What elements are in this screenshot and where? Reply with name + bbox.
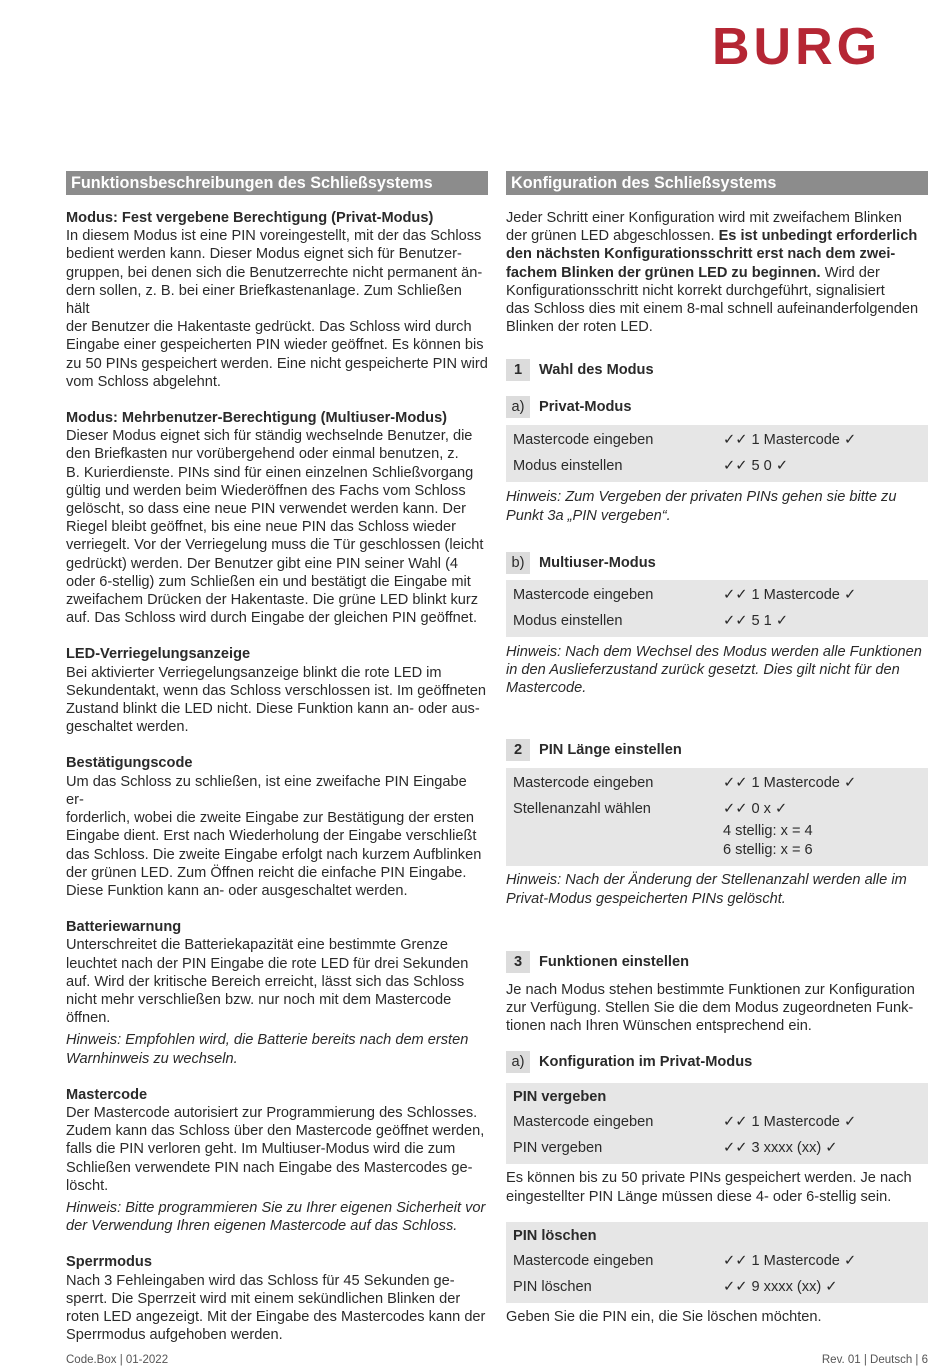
description-block xyxy=(66,209,488,391)
section-heading-configuration: Konfiguration des Schließsystems xyxy=(506,171,928,195)
step-title: PIN Länge einstellen xyxy=(539,742,682,759)
note-pin-length: Hinweis: Nach der Änderung der Stellenanzahl werden alle im Privat-Modus gespeicherten PINs gelöscht. xyxy=(506,872,907,907)
block-title: Modus: Mehrbenutzer-Berechtigung (Multiuser-Modus) xyxy=(66,410,448,427)
body-line: Der Mastercode autorisiert zur Programmierung des Schlosses. xyxy=(66,1104,478,1121)
block-title: Batteriewarnung xyxy=(66,919,182,936)
body-line: nicht mehr verschließen bzw. nur noch mit dem Mastercode xyxy=(66,991,452,1008)
step-3a-heading xyxy=(506,1051,928,1073)
body-line: das Schloss. Die zweite Eingabe erfolgt nach kurzem Aufblinken xyxy=(66,846,482,863)
config-box-title: PIN vergeben xyxy=(513,1089,607,1106)
body-line: forderlich, wobei die zweite Eingabe zur Bestätigung der ersten xyxy=(66,810,475,827)
step-2-heading xyxy=(506,739,928,761)
step-letter: a) xyxy=(506,1051,530,1073)
step-number: 2 xyxy=(506,739,530,761)
block-title: Sperrmodus xyxy=(66,1254,152,1271)
config-box-pin-set xyxy=(506,1083,928,1164)
config-box-pin-delete xyxy=(506,1222,928,1303)
body-line: In diesem Modus ist eine PIN voreingestellt, mit der das Schloss xyxy=(66,228,482,245)
body-line: falls die PIN verloren geht. Im Multiuser-Modus wird die zum xyxy=(66,1141,456,1158)
body-line: B. Kurierdienste. PINs sind für einen einzelnen Schließvorgang xyxy=(66,464,474,481)
step-1-heading xyxy=(506,359,928,381)
note-line: Warnhinweis zu wechseln. xyxy=(66,1050,238,1067)
block-title: Modus: Fest vergebene Berechtigung (Privat-Modus) xyxy=(66,210,434,226)
note-private-mode: Hinweis: Zum Vergeben der privaten PINs gehen sie bitte zu Punkt 3a „PIN vergeben“. xyxy=(506,489,897,524)
config-intro: Jeder Schritt einer Konfiguration wird mit zweifachem Blinken der grünen LED abgeschlossen. Es ist unbedingt erforderlich den nächsten Konfigurationsschritt erst nach dem zwei- fachem Blinken der grünen LED zu beginnen. Wird der Konfigurationsschritt nicht korrekt durchgeführt, signalisiert das Schloss dies mit einem 8-mal schnell aufeinanderfolgenden Blinken der roten LED. xyxy=(506,210,919,336)
footer-revision-page: Rev. 01 | Deutsch | 6 xyxy=(821,1354,928,1366)
body-line: Riegel bleibt geöffnet, bis eine neue PIN das Schloss wieder xyxy=(66,519,456,536)
body-line: gelöscht, so dass eine neue PIN verwendet werden kann. Der xyxy=(66,501,466,518)
step-title: Privat-Modus xyxy=(539,399,632,416)
svg-text:BURG: BURG xyxy=(712,22,882,70)
body-line: Bei aktivierter Verriegelungsanzeige blinkt die rote LED im xyxy=(66,664,442,681)
config-box-multiuser-mode xyxy=(506,580,928,637)
function-descriptions xyxy=(66,209,488,1344)
step-1a-heading xyxy=(506,396,928,418)
pin-set-description: Es können bis zu 50 private PINs gespeichert werden. Je nach eingestellter PIN Länge müssen diese 4- oder 6-stellig sein. xyxy=(506,1170,912,1205)
body-line: der Benutzer die Hakentaste gedrückt. Das Schloss wird durch xyxy=(66,319,472,336)
body-line: geschaltet werden. xyxy=(66,719,189,736)
config-row: PIN vergeben ✓✓ 3 xxxx (xx) ✓ xyxy=(513,1140,838,1157)
config-row: PIN löschen ✓✓ 9 xxxx (xx) ✓ xyxy=(513,1278,838,1295)
body-line: Sekundentakt, wenn das Schloss verschlossen ist. Im geöffneten xyxy=(66,682,486,699)
step-letter: b) xyxy=(506,552,530,574)
step-number: 1 xyxy=(506,359,530,381)
pin-delete-description: Geben Sie die PIN ein, die Sie löschen möchten. xyxy=(506,1308,822,1325)
body-line: Eingabe dient. Erst nach Wiederholung der Eingabe verschließt xyxy=(66,828,477,845)
step-title: Wahl des Modus xyxy=(539,362,654,379)
config-row: Mastercode eingeben ✓✓ 1 Mastercode ✓ xyxy=(513,586,857,603)
note-line: der Verwendung Ihren eigenen Mastercode auf das Schloss. xyxy=(66,1218,458,1235)
body-line: Diese Funktion kann an- oder ausgeschaltet werden. xyxy=(66,882,408,899)
step-number: 3 xyxy=(506,951,530,973)
body-line: Unterschreitet die Batteriekapazität eine bestimmte Grenze xyxy=(66,937,449,954)
body-line: Sperrmodus aufgehoben werden. xyxy=(66,1327,283,1344)
burg-logo xyxy=(712,22,940,70)
body-line: gruppen, bei denen sich die Benutzerrechte nicht permanent än- xyxy=(66,264,483,281)
body-line: dern sollen, z. B. bei einer Briefkastenanlage. Zum Schließen hält xyxy=(66,282,462,318)
description-block xyxy=(66,1253,488,1344)
body-line: auf. Wird der kritische Bereich erreicht, lässt sich das Schloss xyxy=(66,973,465,990)
config-row: Stellenanzahl wählen ✓✓ 0 x ✓ xyxy=(513,801,788,818)
right-column xyxy=(506,171,928,1326)
body-line: Dieser Modus eignet sich für ständig wechselnde Benutzer, die xyxy=(66,428,473,445)
step-title: Multiuser-Modus xyxy=(539,554,656,571)
body-line: Zustand blinkt die LED nicht. Diese Funktion kann an- oder aus- xyxy=(66,701,480,718)
block-title: LED-Verriegelungsanzeige xyxy=(66,646,251,663)
description-block xyxy=(66,1086,488,1236)
note-line: Hinweis: Bitte programmieren Sie zu Ihrer eigenen Sicherheit vor xyxy=(66,1199,486,1216)
body-line: oder 6-stellig) zum Schließen ein und bestätigt die Eingabe mit xyxy=(66,573,471,590)
block-note xyxy=(66,1199,488,1235)
body-line: gültig und werden beim Wiederöffnen des Fachs vom Schloss xyxy=(66,482,466,499)
left-column xyxy=(66,171,488,1344)
body-line: öffnen. xyxy=(66,1010,111,1027)
body-line: verriegelt. Vor der Verriegelung muss die Tür geschlossen (leicht xyxy=(66,537,484,554)
body-line: Eingabe einer gespeicherten PIN wieder geöffnet. Es können bis xyxy=(66,337,484,354)
config-row: Modus einstellen ✓✓ 5 0 ✓ xyxy=(513,458,789,475)
body-line: zweifachem Drücken der Hakentaste. Die grüne LED blinkt kurz xyxy=(66,592,479,609)
description-block xyxy=(66,918,488,1068)
config-row: Modus einstellen ✓✓ 5 1 ✓ xyxy=(513,612,789,629)
body-line: zu 50 PINs gespeichert werden. Eine nicht gespeicherte PIN wird xyxy=(66,355,488,372)
body-line: Zudem kann das Schloss über den Mastercode geöffnet werden, xyxy=(66,1123,485,1140)
body-line: bedient werden kann. Dieser Modus eignet sich für Benutzer- xyxy=(66,246,462,263)
step-1b-heading xyxy=(506,552,928,574)
body-line: gedrückt) werden. Der Benutzer gibt eine PIN seiner Wahl (4 xyxy=(66,555,459,572)
step-title: Funktionen einstellen xyxy=(539,953,690,970)
footer-product-date: Code.Box | 01-2022 xyxy=(66,1354,169,1366)
step-letter: a) xyxy=(506,396,530,418)
config-row: Mastercode eingeben ✓✓ 1 Mastercode ✓ xyxy=(513,775,857,792)
body-line: Nach 3 Fehleingaben wird das Schloss für 45 Sekunden ge- xyxy=(66,1272,455,1289)
body-line: auf. Das Schloss wird durch Eingabe der gleichen PIN geöffnet. xyxy=(66,610,478,627)
body-line: vom Schloss abgelehnt. xyxy=(66,373,221,390)
block-title: Mastercode xyxy=(66,1086,148,1103)
note-multiuser-mode: Hinweis: Nach dem Wechsel des Modus werden alle Funktionen in den Auslieferzustand zurück gesetzt. Dies gilt nicht für den Mastercode. xyxy=(506,643,922,697)
block-note xyxy=(66,1031,488,1067)
body-line: leuchtet nach der PIN Eingabe die rote LED für drei Sekunden xyxy=(66,955,469,972)
config-row: Mastercode eingeben ✓✓ 1 Mastercode ✓ xyxy=(513,1114,857,1131)
step-3-description: Je nach Modus stehen bestimmte Funktionen zur Konfiguration zur Verfügung. Stellen Sie die dem Modus zugeordneten Funk- tionen nach Ihren Wünschen entsprechend ein. xyxy=(506,981,915,1035)
description-block xyxy=(66,754,488,900)
section-heading-functions: Funktionsbeschreibungen des Schließsystems xyxy=(66,171,488,195)
body-line: roten LED angezeigt. Mit der Eingabe des Mastercodes kann der xyxy=(66,1308,486,1325)
step-title: Konfiguration im Privat-Modus xyxy=(539,1054,753,1071)
body-line: der grünen LED. Zum Öffnen reicht die einfache PIN Eingabe. xyxy=(66,864,467,881)
config-row: Mastercode eingeben ✓✓ 1 Mastercode ✓ xyxy=(513,1252,857,1269)
note-line: Hinweis: Empfohlen wird, die Batterie bereits nach dem ersten xyxy=(66,1032,469,1049)
body-line: den Briefkasten nur vorübergehend oder einmal benutzen, z. xyxy=(66,446,459,463)
body-line: löscht. xyxy=(66,1177,109,1194)
description-block xyxy=(66,645,488,736)
config-box-title: PIN löschen xyxy=(513,1227,597,1244)
step-3-heading xyxy=(506,951,928,973)
config-row: Mastercode eingeben ✓✓ 1 Mastercode ✓ xyxy=(513,432,857,449)
body-line: Schließen verwendete PIN nach Eingabe des Mastercodes ge- xyxy=(66,1159,473,1176)
body-line: sperrt. Die Sperrzeit wird mit einem sekündlichen Blinken der xyxy=(66,1290,461,1307)
block-title: Bestätigungscode xyxy=(66,755,193,772)
body-line: Um das Schloss zu schließen, ist eine zweifache PIN Eingabe er- xyxy=(66,773,467,808)
config-box-private-mode xyxy=(506,425,928,482)
description-block xyxy=(66,409,488,627)
config-box-pin-length: Mastercode eingeben ✓✓ 1 Mastercode ✓ Stellenanzahl wählen ✓✓ 0 x ✓ 4 stellig: x = 4 6 stellig: x = 6 xyxy=(506,768,928,866)
